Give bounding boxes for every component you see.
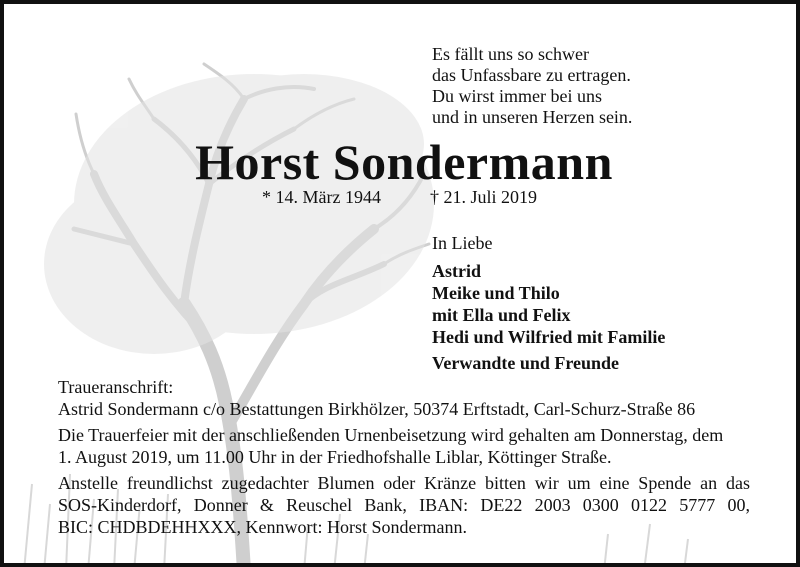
donation-notice <box>58 472 750 538</box>
mourners-block <box>432 232 665 374</box>
birth-date: * 14. März 1944 <box>262 187 381 207</box>
address-block <box>58 376 750 420</box>
donation-line: SOS-Kinderdorf, Donner & Reuschel Bank, IBAN: DE22 2003 0300 0122 5777 00, <box>58 495 750 515</box>
mourner-name: mit Ella und Felix <box>432 305 571 325</box>
deceased-name: Horst Sondermann <box>195 134 613 190</box>
address-label: Traueranschrift: <box>58 377 174 397</box>
mourners-intro: In Liebe <box>432 233 493 253</box>
donation-line: BIC: CHDBDEHHXXX, Kennwort: Horst Sondermann. <box>58 517 467 537</box>
mourner-relatives: Verwandte und Freunde <box>432 353 620 373</box>
funeral-line: Die Trauerfeier mit der anschließenden Urnenbeisetzung wird gehalten am Donnerstag, dem <box>58 425 724 445</box>
donation-line: Anstelle freundlichst zugedachter Blumen oder Kränze bitten wir um eine Spende an das <box>58 473 750 493</box>
poem-line: und in unseren Herzen sein. <box>432 107 633 127</box>
death-date: † 21. Juli 2019 <box>430 187 538 207</box>
poem <box>432 44 632 128</box>
mourner-name: Meike und Thilo <box>432 283 560 303</box>
address-text: Astrid Sondermann c/o Bestattungen Birkhölzer, 50374 Erftstadt, Carl-Schurz-Straße 86 <box>58 399 696 419</box>
mourner-name: Hedi und Wilfried mit Familie <box>432 327 666 347</box>
funeral-line: 1. August 2019, um 11.00 Uhr in der Friedhofshalle Liblar, Köttinger Straße. <box>58 447 612 467</box>
info-section <box>58 376 750 542</box>
poem-line: das Unfassbare zu ertragen. <box>432 65 631 85</box>
poem-line: Es fällt uns so schwer <box>432 44 589 64</box>
poem-line: Du wirst immer bei uns <box>432 86 602 106</box>
funeral-notice <box>58 424 750 468</box>
mourner-name: Astrid <box>432 261 481 281</box>
